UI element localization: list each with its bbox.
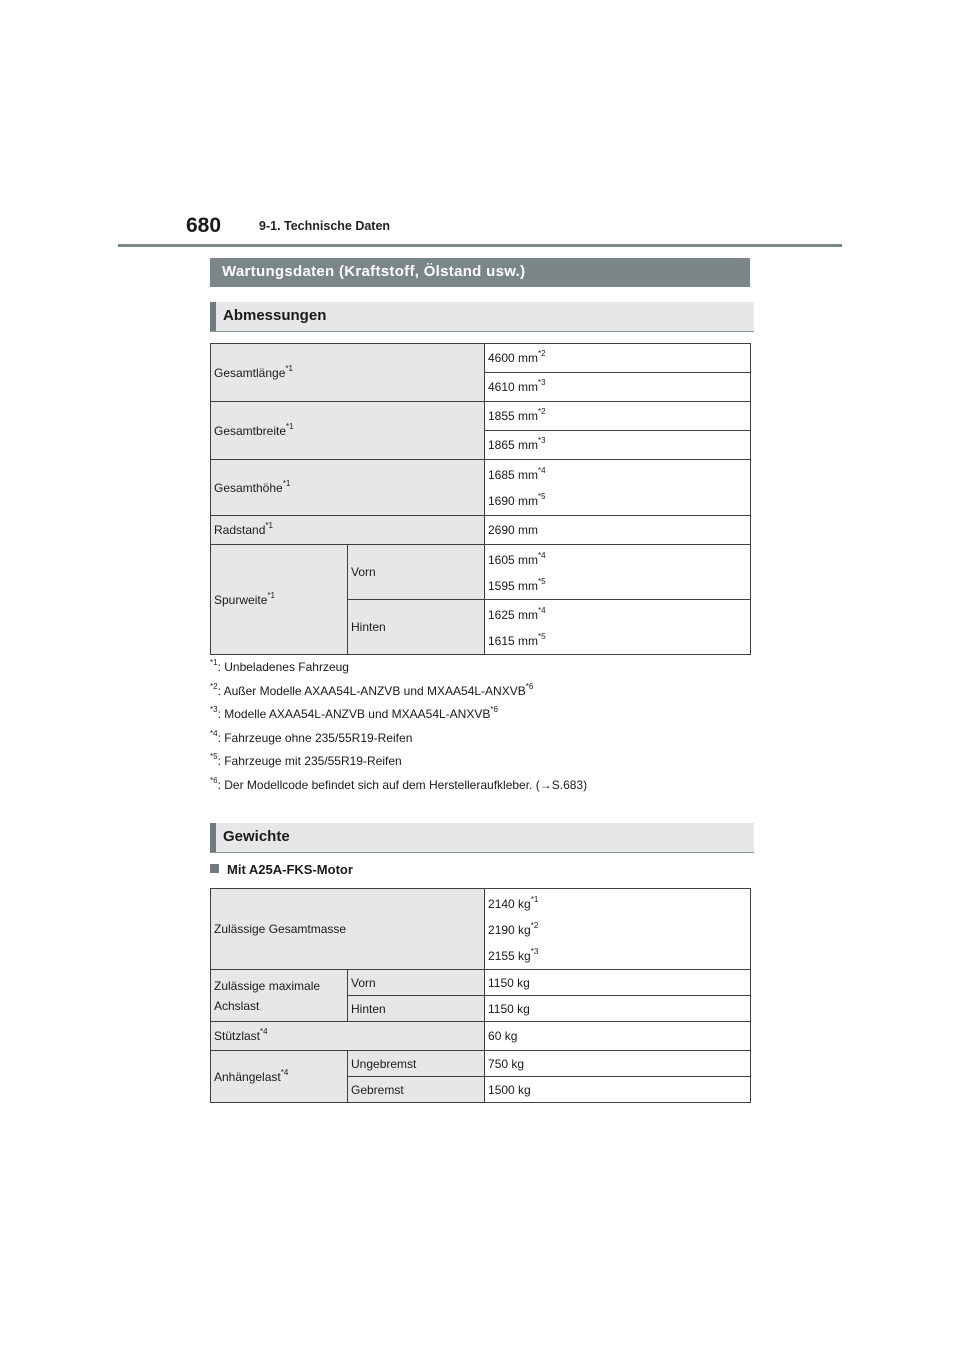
sub-label-vorn: Vorn bbox=[348, 970, 485, 996]
chapter-title: 9-1. Technische Daten bbox=[259, 219, 391, 233]
sub-label-hinten: Hinten bbox=[348, 996, 485, 1022]
row-label-anhaengelast: Anhängelast$^{*4}$ bbox=[211, 1051, 348, 1103]
value-cell: 1685 $mm^{*4}$ 1690 $mm^{*5}$ bbox=[485, 460, 751, 516]
square-bullet-icon bbox=[210, 864, 219, 873]
sub-label-ungebremst: Ungebremst bbox=[348, 1051, 485, 1077]
table-row bbox=[211, 344, 751, 373]
row-label-gesamtbreite: Gesamtbreite$^{*1}$ bbox=[211, 402, 485, 460]
weights-subheading: Mit A25A-FKS-Motor bbox=[210, 862, 353, 877]
value-cell: 60 kg bbox=[485, 1022, 751, 1051]
table-row bbox=[211, 1022, 751, 1051]
value-cell: 4600 $mm^{*2}$ bbox=[485, 344, 751, 373]
footnotes bbox=[210, 660, 770, 801]
page-number: 680 bbox=[186, 214, 222, 237]
value-cell: 1605 $mm^{*4}$ 1595 $mm^{*5}$ bbox=[485, 545, 751, 600]
value-cell: 2690 mm bbox=[485, 516, 751, 545]
value-cell: 1500 kg bbox=[485, 1077, 751, 1103]
section-title-gewichte: Gewichte bbox=[223, 828, 290, 845]
footnote-item: $^{*2}$: Außer Modelle AXAA54L-ANZVB und MXAA54L-ANXVB$^{*6}$ bbox=[210, 681, 534, 698]
sub-label-gebremst: Gebremst bbox=[348, 1077, 485, 1103]
value-cell: 750 kg bbox=[485, 1051, 751, 1077]
section-accent-bar bbox=[210, 302, 216, 331]
section-title-abmessungen: Abmessungen bbox=[223, 307, 327, 324]
arrow-right-icon: → bbox=[539, 777, 552, 792]
row-label-gesamtmasse: Zulässige Gesamtmasse bbox=[211, 889, 485, 970]
section-accent-bar bbox=[210, 823, 216, 852]
value-cell: 1625 $mm^{*4}$ 1615 $mm^{*5}$ bbox=[485, 600, 751, 655]
sub-label-vorn: Vorn bbox=[348, 545, 485, 600]
row-label-gesamthoehe: Gesamthöhe$^{*1}$ bbox=[211, 460, 485, 516]
footnote-item: $^{*1}$: Unbeladenes Fahrzeug bbox=[210, 658, 349, 674]
row-label-achslast: Zulässige maximale Achslast bbox=[211, 970, 348, 1022]
value-cell: 4610 $mm^{*3}$ bbox=[485, 373, 751, 402]
row-label-radstand: Radstand$^{*1}$ bbox=[211, 516, 485, 545]
table-row bbox=[211, 970, 751, 996]
section-banner-abmessungen bbox=[210, 302, 754, 332]
table-row bbox=[211, 516, 751, 545]
table-row bbox=[211, 1051, 751, 1077]
footnote-item: $^{*6}$: Der Modellcode befindet sich auf dem Herstelleraufkleber. (→S.683) bbox=[210, 775, 588, 792]
weights-table bbox=[210, 888, 751, 1103]
value-cell: 1150 kg bbox=[485, 970, 751, 996]
row-label-stuetzlast: Stützlast$^{*4}$ bbox=[211, 1022, 485, 1051]
table-row bbox=[211, 402, 751, 431]
main-section-title: Wartungsdaten (Kraftstoff, Ölstand usw.) bbox=[222, 263, 526, 280]
value-cell: 2140 $kg^{*1}$ 2190 $kg^{*2}$ 2155 $kg^{*3}$ bbox=[485, 889, 751, 970]
footnote-item: $^{*3}$: Modelle AXAA54L-ANZVB und MXAA54L-ANXVB$^{*6}$ bbox=[210, 705, 498, 721]
page-reference-link[interactable]: S.683) bbox=[551, 777, 588, 792]
main-section-banner bbox=[210, 258, 750, 287]
section-banner-gewichte bbox=[210, 823, 754, 853]
table-row bbox=[211, 889, 751, 970]
value-cell: 1150 kg bbox=[485, 996, 751, 1022]
value-cell: 1855 $mm^{*2}$ bbox=[485, 402, 751, 431]
table-row bbox=[211, 460, 751, 516]
value-cell: 1865 $mm^{*3}$ bbox=[485, 431, 751, 460]
header-divider bbox=[118, 244, 842, 247]
sub-label-hinten: Hinten bbox=[348, 600, 485, 655]
footnote-item: $^{*4}$: Fahrzeuge ohne 235/55R19-Reifen bbox=[210, 728, 413, 745]
row-label-spurweite: Spurweite$^{*1}$ bbox=[211, 545, 348, 655]
footnote-item: $^{*5}$: Fahrzeuge mit 235/55R19-Reifen bbox=[210, 752, 402, 768]
dimensions-table bbox=[210, 343, 751, 655]
table-row bbox=[211, 545, 751, 600]
row-label-gesamtlaenge: Gesamtlänge$^{*1}$ bbox=[211, 344, 485, 402]
